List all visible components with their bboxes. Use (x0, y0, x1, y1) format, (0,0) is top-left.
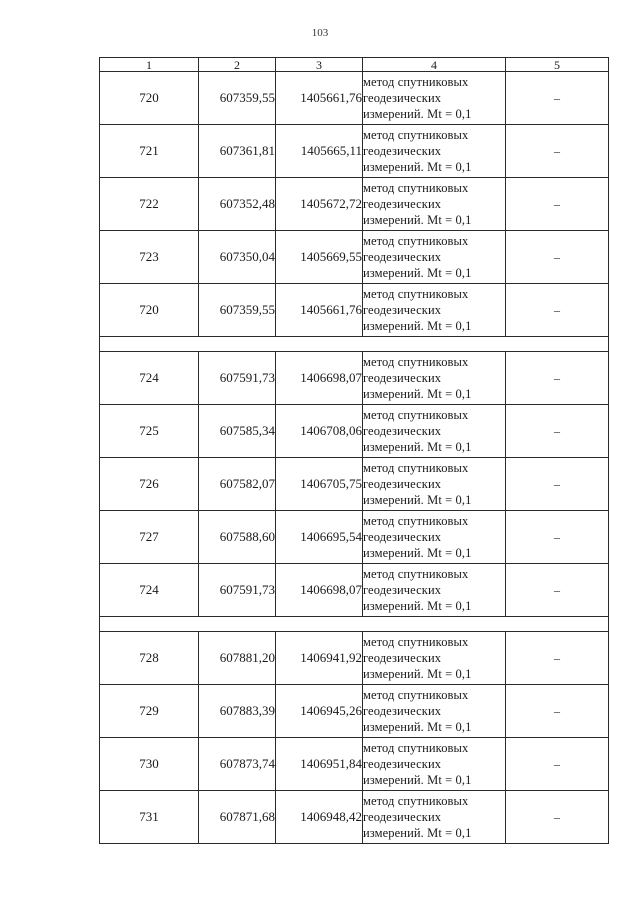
error-cell: – (506, 72, 609, 125)
method-line-2: геодезических (363, 424, 442, 438)
method-line-3: измерений. Mt = 0,1 (363, 160, 472, 174)
point-number-cell: 726 (100, 458, 199, 511)
y-coordinate-cell: 1406951,84 (276, 738, 363, 791)
point-number-cell: 729 (100, 685, 199, 738)
method-cell (363, 632, 506, 685)
method-line-2: геодезических (363, 530, 442, 544)
x-coordinate-cell: 607873,74 (199, 738, 276, 791)
error-cell: – (506, 125, 609, 178)
method-line-3: измерений. Mt = 0,1 (363, 667, 472, 681)
table-row (100, 685, 609, 738)
coordinates-table (99, 57, 609, 844)
method-line-1: метод спутниковых (363, 128, 469, 142)
error-cell: – (506, 791, 609, 844)
method-cell (363, 564, 506, 617)
point-number-cell: 724 (100, 352, 199, 405)
x-coordinate-cell: 607591,73 (199, 352, 276, 405)
x-coordinate-cell: 607582,07 (199, 458, 276, 511)
method-cell (363, 458, 506, 511)
point-number-cell: 727 (100, 511, 199, 564)
table-row (100, 791, 609, 844)
method-line-3: измерений. Mt = 0,1 (363, 266, 472, 280)
method-line-3: измерений. Mt = 0,1 (363, 319, 472, 333)
method-line-1: метод спутниковых (363, 355, 469, 369)
group-separator-row (100, 617, 609, 632)
table-row (100, 738, 609, 791)
x-coordinate-cell: 607881,20 (199, 632, 276, 685)
table-row (100, 284, 609, 337)
method-line-2: геодезических (363, 704, 442, 718)
error-cell: – (506, 405, 609, 458)
point-number-cell: 721 (100, 125, 199, 178)
method-line-1: метод спутниковых (363, 741, 469, 755)
error-cell: – (506, 511, 609, 564)
method-line-2: геодезических (363, 91, 442, 105)
method-line-3: измерений. Mt = 0,1 (363, 213, 472, 227)
method-cell (363, 738, 506, 791)
table-row (100, 511, 609, 564)
x-coordinate-cell: 607359,55 (199, 284, 276, 337)
method-cell (363, 511, 506, 564)
method-line-1: метод спутниковых (363, 635, 469, 649)
y-coordinate-cell: 1405672,72 (276, 178, 363, 231)
group-separator-cell (100, 617, 609, 632)
table-row (100, 405, 609, 458)
method-cell (363, 685, 506, 738)
method-cell (363, 405, 506, 458)
method-cell (363, 791, 506, 844)
error-cell: – (506, 352, 609, 405)
method-line-2: геодезических (363, 477, 442, 491)
y-coordinate-cell: 1406708,06 (276, 405, 363, 458)
method-line-1: метод спутниковых (363, 794, 469, 808)
x-coordinate-cell: 607361,81 (199, 125, 276, 178)
method-cell (363, 72, 506, 125)
error-cell: – (506, 231, 609, 284)
group-separator-row (100, 337, 609, 352)
x-coordinate-cell: 607350,04 (199, 231, 276, 284)
method-cell (363, 352, 506, 405)
point-number-cell: 722 (100, 178, 199, 231)
error-cell: – (506, 564, 609, 617)
header-col-1: 1 (100, 58, 199, 72)
header-col-5: 5 (506, 58, 609, 72)
y-coordinate-cell: 1406695,54 (276, 511, 363, 564)
method-cell (363, 284, 506, 337)
point-number-cell: 720 (100, 72, 199, 125)
point-number-cell: 731 (100, 791, 199, 844)
method-line-2: геодезических (363, 250, 442, 264)
method-line-3: измерений. Mt = 0,1 (363, 720, 472, 734)
method-line-3: измерений. Mt = 0,1 (363, 773, 472, 787)
method-line-1: метод спутниковых (363, 688, 469, 702)
table-row (100, 458, 609, 511)
group-separator-cell (100, 337, 609, 352)
method-line-1: метод спутниковых (363, 408, 469, 422)
header-col-3: 3 (276, 58, 363, 72)
error-cell: – (506, 685, 609, 738)
method-line-3: измерений. Mt = 0,1 (363, 493, 472, 507)
point-number-cell: 725 (100, 405, 199, 458)
point-number-cell: 728 (100, 632, 199, 685)
method-line-1: метод спутниковых (363, 461, 469, 475)
method-line-2: геодезических (363, 144, 442, 158)
y-coordinate-cell: 1406698,07 (276, 352, 363, 405)
method-line-3: измерений. Mt = 0,1 (363, 546, 472, 560)
y-coordinate-cell: 1406948,42 (276, 791, 363, 844)
method-line-1: метод спутниковых (363, 181, 469, 195)
method-line-3: измерений. Mt = 0,1 (363, 826, 472, 840)
method-cell (363, 178, 506, 231)
error-cell: – (506, 738, 609, 791)
y-coordinate-cell: 1406698,07 (276, 564, 363, 617)
table-row (100, 352, 609, 405)
x-coordinate-cell: 607359,55 (199, 72, 276, 125)
method-line-2: геодезических (363, 197, 442, 211)
method-cell (363, 231, 506, 284)
method-line-2: геодезических (363, 371, 442, 385)
table-row (100, 632, 609, 685)
method-line-1: метод спутниковых (363, 234, 469, 248)
point-number-cell: 720 (100, 284, 199, 337)
method-line-2: геодезических (363, 810, 442, 824)
method-line-1: метод спутниковых (363, 567, 469, 581)
x-coordinate-cell: 607591,73 (199, 564, 276, 617)
method-line-2: геодезических (363, 651, 442, 665)
method-line-3: измерений. Mt = 0,1 (363, 440, 472, 454)
header-col-2: 2 (199, 58, 276, 72)
method-cell (363, 125, 506, 178)
x-coordinate-cell: 607588,60 (199, 511, 276, 564)
point-number-cell: 730 (100, 738, 199, 791)
table-row (100, 564, 609, 617)
y-coordinate-cell: 1406945,26 (276, 685, 363, 738)
page-number: 103 (311, 27, 329, 39)
y-coordinate-cell: 1406941,92 (276, 632, 363, 685)
method-line-1: метод спутниковых (363, 75, 469, 89)
method-line-3: измерений. Mt = 0,1 (363, 599, 472, 613)
error-cell: – (506, 632, 609, 685)
header-row (100, 58, 609, 72)
table-body (100, 72, 609, 844)
table-row (100, 231, 609, 284)
x-coordinate-cell: 607883,39 (199, 685, 276, 738)
method-line-2: геодезических (363, 303, 442, 317)
y-coordinate-cell: 1406705,75 (276, 458, 363, 511)
point-number-cell: 723 (100, 231, 199, 284)
x-coordinate-cell: 607352,48 (199, 178, 276, 231)
x-coordinate-cell: 607585,34 (199, 405, 276, 458)
y-coordinate-cell: 1405669,55 (276, 231, 363, 284)
x-coordinate-cell: 607871,68 (199, 791, 276, 844)
table-row (100, 72, 609, 125)
method-line-2: геодезических (363, 757, 442, 771)
y-coordinate-cell: 1405661,76 (276, 284, 363, 337)
method-line-3: измерений. Mt = 0,1 (363, 107, 472, 121)
method-line-1: метод спутниковых (363, 287, 469, 301)
table-row (100, 125, 609, 178)
point-number-cell: 724 (100, 564, 199, 617)
error-cell: – (506, 458, 609, 511)
error-cell: – (506, 284, 609, 337)
header-col-4: 4 (363, 58, 506, 72)
error-cell: – (506, 178, 609, 231)
table-row (100, 178, 609, 231)
method-line-2: геодезических (363, 583, 442, 597)
method-line-1: метод спутниковых (363, 514, 469, 528)
y-coordinate-cell: 1405661,76 (276, 72, 363, 125)
y-coordinate-cell: 1405665,11 (276, 125, 363, 178)
method-line-3: измерений. Mt = 0,1 (363, 387, 472, 401)
